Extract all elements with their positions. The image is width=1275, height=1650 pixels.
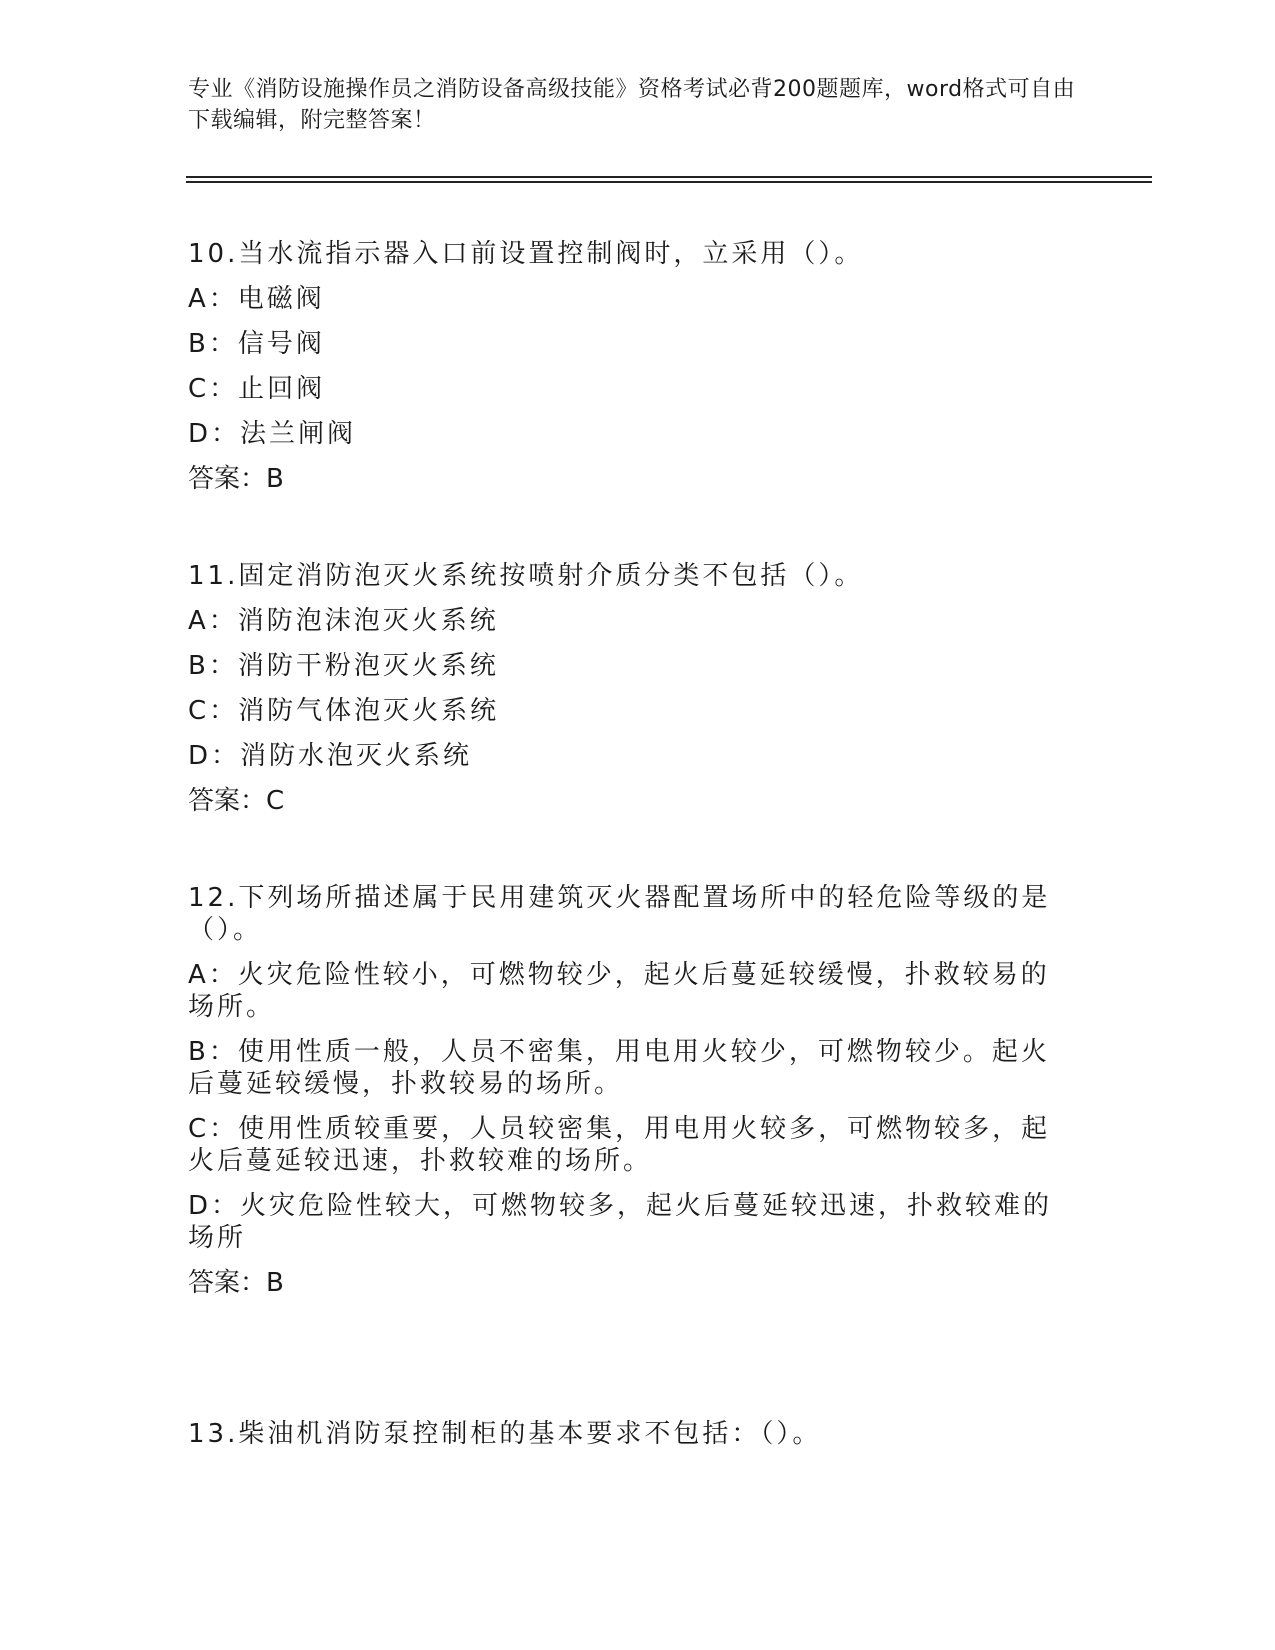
option-c: C：使用性质较重要，人员较密集，用电用火较多，可燃物较多，起火后蔓延较迅速，扑救较难的场所。 [188,1114,1051,1176]
document-header: 专业《消防设施操作员之消防设备高级技能》资格考试必背200题题库，word格式可自由下载编辑，附完整答案！ [188,77,1076,133]
question-stem: 12.下列场所描述属于民用建筑灭火器配置场所中的轻危险等级的是（）。 [188,883,1051,945]
question-11 [188,560,1078,817]
answer: 答案：B [188,1268,284,1298]
option-d: D：消防水泡灭火系统 [188,741,473,771]
answer: 答案：B [188,464,284,494]
question-13 [188,1418,1078,1450]
option-a: A：火灾危险性较小，可燃物较少，起火后蔓延较缓慢，扑救较易的场所。 [188,960,1050,1022]
option-a: A：消防泡沫泡灭火系统 [188,606,499,636]
question-10 [188,238,1078,495]
question-stem: 13.柴油机消防泵控制柜的基本要求不包括：（）。 [188,1419,822,1449]
option-d: D：法兰闸阀 [188,419,357,449]
option-c: C：消防气体泡灭火系统 [188,696,500,726]
question-stem: 10.当水流指示器入口前设置控制阀时，立采用（）。 [188,239,864,269]
option-a: A：电磁阀 [188,284,325,314]
option-b: B：使用性质一般，人员不密集，用电用火较少，可燃物较少。起火后蔓延较缓慢，扑救较易的场所。 [188,1037,1050,1099]
question-stem: 11.固定消防泡灭火系统按喷射介质分类不包括（）。 [188,561,864,591]
question-12 [188,882,1078,1299]
option-b: B：信号阀 [188,329,325,359]
option-c: C：止回阀 [188,374,326,404]
answer: 答案：C [188,786,285,816]
header-divider-top [186,176,1152,178]
option-b: B：消防干粉泡灭火系统 [188,651,499,681]
header-divider-bottom [186,181,1152,183]
option-d: D：火灾危险性较大，可燃物较多，起火后蔓延较迅速，扑救较难的场所 [188,1191,1053,1253]
